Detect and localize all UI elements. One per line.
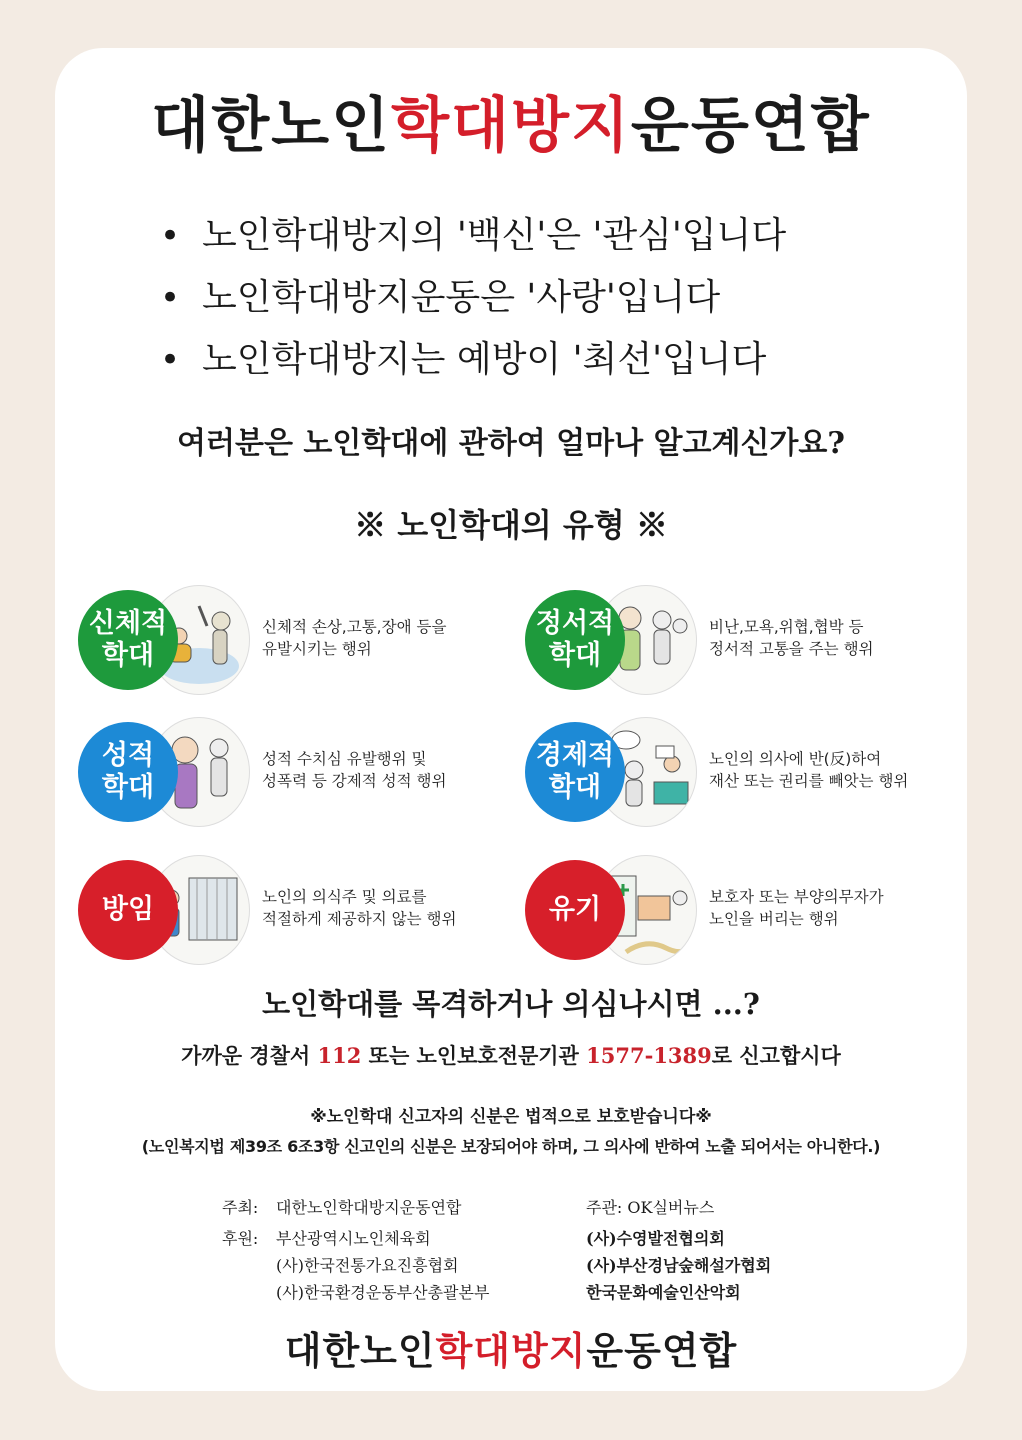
badge-line1: 성적 bbox=[101, 740, 155, 771]
sponsor-label: 후원: bbox=[222, 1229, 259, 1248]
slogan-item bbox=[160, 329, 786, 391]
bullet-icon: • bbox=[160, 340, 181, 380]
organizer-row bbox=[586, 1194, 771, 1221]
slogan-item bbox=[160, 267, 786, 329]
slogan-text: 노인학대방지는 예방이 '최선'입니다 bbox=[202, 339, 767, 380]
protection-notice: ※노인학대 신고자의 신분은 법적으로 보호받습니다※ bbox=[310, 1107, 712, 1127]
desc-line1: 노인의 의사에 반(反)하여 bbox=[709, 750, 882, 768]
desc-line2: 유발시키는 행위 bbox=[262, 640, 372, 658]
abuse-description bbox=[262, 748, 446, 792]
types-heading: ※ 노인학대의 유형 ※ bbox=[354, 506, 668, 544]
credits-left bbox=[222, 1194, 489, 1306]
desc-line1: 비난,모욕,위협,협박 등 bbox=[709, 618, 864, 636]
sponsor-name: 한국문화예술인산악회 bbox=[586, 1283, 741, 1302]
abuse-description bbox=[709, 748, 908, 792]
slogan-item bbox=[160, 205, 786, 267]
abuse-type-sexual bbox=[78, 722, 508, 832]
main-title bbox=[0, 78, 1022, 164]
abuse-badge bbox=[525, 722, 625, 822]
report-middle: 또는 노인보호전문기관 bbox=[361, 1043, 587, 1068]
abuse-type-emotional bbox=[525, 590, 955, 700]
abuse-description bbox=[709, 616, 874, 660]
badge-line1: 유기 bbox=[548, 894, 602, 925]
badge-line2: 학대 bbox=[101, 640, 155, 671]
host-row bbox=[222, 1194, 489, 1221]
abuse-type-financial bbox=[525, 722, 955, 832]
badge-line1: 경제적 bbox=[535, 740, 615, 771]
abuse-description bbox=[262, 886, 456, 930]
bullet-icon: • bbox=[160, 278, 181, 318]
report-prefix: 가까운 경찰서 bbox=[181, 1043, 318, 1068]
badge-line1: 방임 bbox=[101, 894, 155, 925]
slogan-text: 노인학대방지의 '백신'은 '관심'입니다 bbox=[202, 215, 787, 256]
desc-line2: 성폭력 등 강제적 성적 행위 bbox=[262, 772, 447, 790]
desc-line1: 노인의 의식주 및 의료를 bbox=[262, 888, 427, 906]
footer-title-part3: 운동연합 bbox=[586, 1329, 738, 1373]
abuse-type-neglect bbox=[78, 860, 508, 970]
main-title-part3: 운동연합 bbox=[630, 91, 871, 161]
badge-line1: 정서적 bbox=[535, 608, 615, 639]
abuse-type-physical bbox=[78, 590, 508, 700]
footer-title-part2: 학대방지 bbox=[435, 1329, 587, 1373]
abuse-badge bbox=[78, 722, 178, 822]
bullet-icon: • bbox=[160, 216, 181, 256]
desc-line1: 성적 수치심 유발행위 및 bbox=[262, 750, 427, 768]
credits-right bbox=[586, 1194, 771, 1306]
abuse-type-abandonment bbox=[525, 860, 955, 970]
badge-line2: 학대 bbox=[548, 640, 602, 671]
desc-line1: 보호자 또는 부양의무자가 bbox=[709, 888, 884, 906]
slogan-list bbox=[160, 205, 786, 391]
host-label: 주최: bbox=[222, 1198, 259, 1217]
desc-line2: 적절하게 제공하지 않는 행위 bbox=[262, 910, 457, 928]
sponsor-row bbox=[222, 1225, 489, 1252]
main-title-part1: 대한노인 bbox=[151, 91, 392, 161]
abuse-badge bbox=[78, 860, 178, 960]
footer-title bbox=[0, 1320, 1022, 1375]
organizer-label: 주관: bbox=[586, 1198, 623, 1217]
sponsor-name: (사)수영발전협의회 bbox=[586, 1229, 725, 1248]
main-title-part2: 학대방지 bbox=[391, 91, 631, 161]
slogan-text: 노인학대방지운동은 '사랑'입니다 bbox=[202, 277, 721, 318]
desc-line2: 재산 또는 권리를 빼앗는 행위 bbox=[709, 772, 909, 790]
badge-line2: 학대 bbox=[548, 772, 602, 803]
law-notice: (노인복지법 제39조 6조3항 신고인의 신분은 보장되어야 하며, 그 의사에 반하여 노출 되어서는 아니한다.) bbox=[141, 1137, 881, 1156]
organizer-name: OK실버뉴스 bbox=[627, 1198, 715, 1217]
badge-line1: 신체적 bbox=[88, 608, 168, 639]
sponsor-name: 부산광역시노인체육회 bbox=[276, 1229, 431, 1248]
police-number: 112 bbox=[317, 1043, 362, 1068]
badge-line2: 학대 bbox=[101, 772, 155, 803]
abuse-description bbox=[262, 616, 446, 660]
agency-number: 1577-1389 bbox=[586, 1043, 712, 1068]
abuse-badge bbox=[525, 590, 625, 690]
footer-title-part1: 대한노인 bbox=[284, 1329, 436, 1373]
report-line bbox=[0, 1040, 1022, 1070]
sponsor-name: (사)한국환경운동부산총괄본부 bbox=[276, 1283, 490, 1302]
report-suffix: 로 신고합시다 bbox=[711, 1043, 841, 1068]
question-heading: 여러분은 노인학대에 관하여 얼마나 알고계신가요? bbox=[177, 426, 845, 461]
abuse-description bbox=[709, 886, 884, 930]
host-name: 대한노인학대방지운동연합 bbox=[276, 1198, 462, 1217]
sponsor-name: (사)부산경남숲해설가협회 bbox=[586, 1256, 772, 1275]
desc-line2: 노인을 버리는 행위 bbox=[709, 910, 839, 928]
abuse-badge bbox=[525, 860, 625, 960]
witness-heading: 노인학대를 목격하거나 의심나시면 ...? bbox=[262, 987, 760, 1021]
desc-line2: 정서적 고통을 주는 행위 bbox=[709, 640, 874, 658]
desc-line1: 신체적 손상,고통,장애 등을 bbox=[262, 618, 447, 636]
abuse-badge bbox=[78, 590, 178, 690]
sponsor-name: (사)한국전통가요진흥협회 bbox=[276, 1256, 459, 1275]
